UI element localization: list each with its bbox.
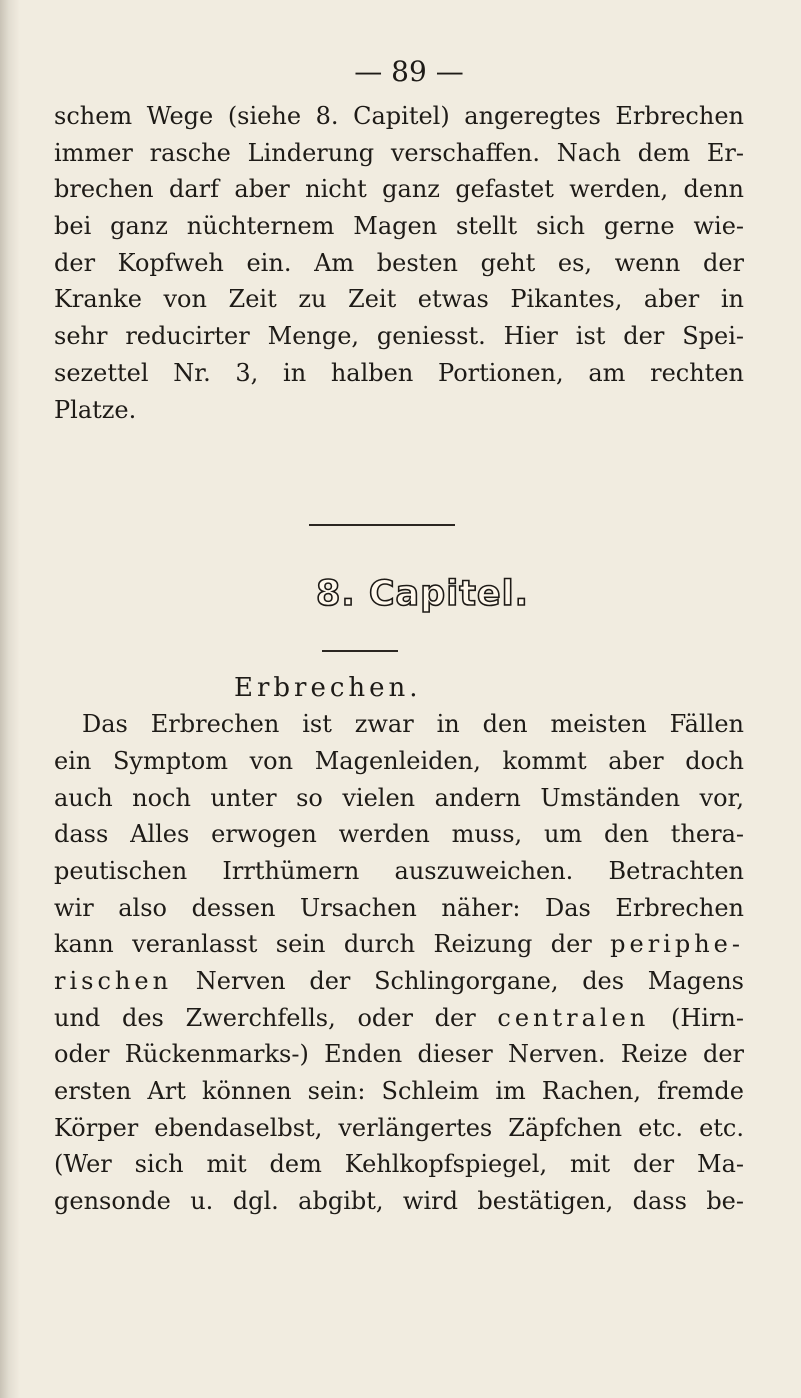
text-line: Das Erbrechen ist zwar in den meisten Fällen — [82, 710, 744, 739]
text-line: sezettel Nr. 3, in halben Portionen, am rechten — [54, 358, 744, 387]
chapter-heading: 8. Capitel. — [316, 574, 529, 615]
text-line: peutischen Irrthümern auszuweichen. Betrachten — [54, 856, 744, 885]
text-line: immer rasche Linderung verschaffen. Nach dem Er- — [54, 138, 744, 167]
text-line — [54, 1000, 744, 1037]
text-line: dass Alles erwogen werden muss, um den thera- — [54, 820, 744, 849]
text-line: gensonde u. dgl. abgibt, wird bestätigen, dass be- — [54, 1187, 744, 1216]
text-line: der Kopfweh ein. Am besten geht es, wenn der — [54, 248, 744, 277]
body-paragraph — [54, 706, 744, 1220]
section-title: Erbrechen. — [234, 673, 422, 704]
text-line: brechen darf aber nicht ganz gefastet werden, denn — [54, 175, 744, 204]
text-line: Kranke von Zeit zu Zeit etwas Pikantes, aber in — [54, 285, 744, 314]
text-segment: Nerven der Schlingorgane, des Magens — [172, 967, 744, 995]
text-segment: (Hirn- — [649, 1003, 744, 1032]
text-line — [54, 963, 744, 1000]
spaced-term: centralen — [497, 1003, 650, 1032]
text-segment: und des Zwerchfells, oder der — [54, 1003, 498, 1032]
text-line: (Wer sich mit dem Kehlkopfspiegel, mit der Ma- — [54, 1150, 744, 1179]
text-line — [54, 926, 744, 963]
text-line: bei ganz nüchternem Magen stellt sich gerne wie- — [54, 212, 744, 241]
text-line: ersten Art können sein: Schleim im Rachen, fremde — [54, 1077, 744, 1106]
text-line: ein Symptom von Magenleiden, kommt aber doch — [54, 746, 744, 775]
intro-paragraph — [54, 98, 744, 428]
text-line: schem Wege (siehe 8. Capitel) angeregtes Erbrechen — [54, 102, 744, 130]
text-line: Körper ebendaselbst, verlängertes Zäpfchen etc. etc. — [54, 1113, 744, 1142]
text-line: Platze. — [54, 395, 137, 424]
chapter-divider-rule — [309, 524, 455, 526]
text-segment: kann veranlasst sein durch Reizung der — [54, 930, 611, 959]
page-binding-shadow — [0, 0, 20, 1398]
text-line: sehr reducirter Menge, geniesst. Hier ist der Spei- — [54, 322, 744, 351]
text-line: auch noch unter so vielen andern Umständen vor, — [54, 783, 744, 812]
text-line: wir also dessen Ursachen näher: Das Erbrechen — [54, 893, 744, 922]
page-number: — 89 — — [354, 55, 464, 88]
spaced-term: periphe- — [610, 930, 744, 959]
text-line: oder Rückenmarks-) Enden dieser Nerven. Reize der — [54, 1040, 744, 1069]
book-page — [54, 52, 744, 1220]
heading-divider-rule — [322, 650, 398, 652]
spaced-term: rischen — [54, 967, 173, 995]
